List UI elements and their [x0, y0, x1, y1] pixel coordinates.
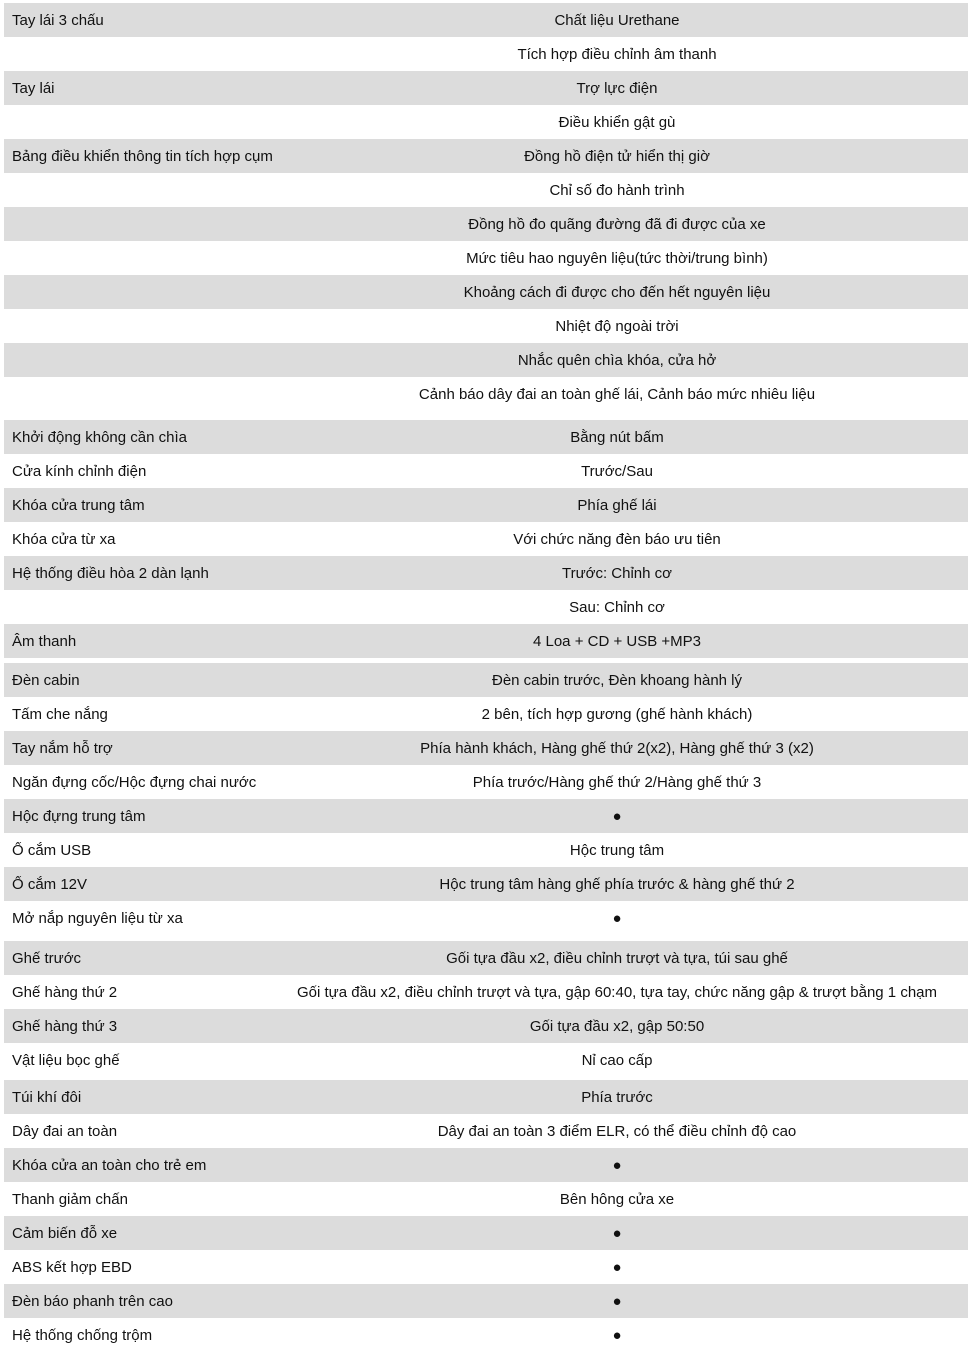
row-value: Gối tựa đầu x2, điều chỉnh trượt và tựa, gập 60:40, tựa tay, chức năng gập & trượt bằng 1 chạm — [297, 983, 937, 1001]
row-label: Hộc đựng trung tâm — [12, 807, 146, 825]
table-row — [4, 799, 968, 833]
row-value: Gối tựa đầu x2, gập 50:50 — [529, 1017, 705, 1035]
row-value: Đồng hồ đo quãng đường đã đi được của xe — [468, 215, 766, 233]
bullet-icon: ● — [612, 1292, 622, 1310]
row-value: Chất liệu Urethane — [554, 11, 680, 29]
row-label: Cửa kính chỉnh điện — [12, 462, 147, 480]
row-value: Nỉ cao cấp — [581, 1051, 653, 1069]
row-label: Khóa cửa trung tâm — [12, 496, 145, 514]
table-row — [4, 765, 968, 799]
bullet-icon: ● — [612, 1156, 622, 1174]
row-value: Hộc trung tâm hàng ghế phía trước & hàng ghế thứ 2 — [439, 875, 795, 893]
bullet-icon: ● — [612, 1224, 622, 1242]
bullet-icon: ● — [612, 909, 622, 927]
row-value: Bằng nút bấm — [570, 428, 664, 446]
row-label: Vật liệu bọc ghế — [12, 1051, 120, 1069]
bullet-icon: ● — [612, 807, 622, 825]
row-value: Đồng hồ điện tử hiển thị giờ — [524, 147, 710, 165]
table-row — [4, 1080, 968, 1114]
table-row — [4, 275, 968, 309]
table-row — [4, 3, 968, 37]
bullet-icon: ● — [612, 1258, 622, 1276]
row-value: 4 Loa + CD + USB +MP3 — [532, 632, 701, 650]
table-row — [4, 309, 968, 343]
row-value: Hộc trung tâm — [569, 841, 665, 859]
row-value: Phía trước — [581, 1088, 653, 1106]
row-label: Ổ cắm USB — [12, 841, 92, 859]
row-label: Tay nắm hỗ trợ — [12, 739, 113, 757]
row-label: Ngăn đựng cốc/Hộc đựng chai nước — [12, 773, 257, 791]
table-row — [4, 1284, 968, 1318]
row-value: Trước: Chỉnh cơ — [561, 564, 672, 582]
table-row — [4, 1009, 968, 1043]
table-row — [4, 731, 968, 765]
table-row — [4, 343, 968, 377]
row-value: Nhắc quên chìa khóa, cửa hở — [517, 351, 717, 369]
table-row — [4, 624, 968, 658]
row-label: Mở nắp nguyên liệu từ xa — [12, 909, 183, 927]
row-label: Hệ thống điều hòa 2 dàn lạnh — [12, 564, 209, 582]
row-value: 2 bên, tích hợp gương (ghế hành khách) — [481, 705, 753, 723]
row-label: Đèn cabin — [12, 671, 80, 689]
table-row — [4, 1043, 968, 1077]
row-label: Âm thanh — [12, 632, 77, 650]
row-label: ABS kết hợp EBD — [12, 1258, 132, 1276]
row-value: Bên hông cửa xe — [559, 1190, 675, 1208]
row-label: Khóa cửa an toàn cho trẻ em — [12, 1156, 207, 1174]
table-row — [4, 1250, 968, 1284]
row-label: Hệ thống chống trộm — [12, 1326, 153, 1344]
table-row — [4, 1148, 968, 1182]
row-value: Tích hợp điều chỉnh âm thanh — [517, 45, 717, 63]
table-row — [4, 697, 968, 731]
table-row — [4, 241, 968, 275]
table-row — [4, 105, 968, 139]
table-row — [4, 556, 968, 590]
table-row — [4, 663, 968, 697]
row-value: Điều khiển gật gù — [558, 113, 676, 131]
row-value: Dây đai an toàn 3 điểm ELR, có thể điều chỉnh độ cao — [437, 1122, 797, 1140]
row-value: Sau: Chỉnh cơ — [569, 598, 665, 616]
row-value: Trợ lực điện — [576, 79, 658, 97]
table-row — [4, 1216, 968, 1250]
table-row — [4, 1318, 968, 1352]
bullet-icon: ● — [612, 1326, 622, 1344]
row-value: Gối tựa đầu x2, điều chỉnh trượt và tựa, túi sau ghế — [446, 949, 788, 967]
row-value: Phía ghế lái — [577, 496, 657, 514]
table-row — [4, 37, 968, 71]
row-label: Bảng điều khiển thông tin tích hợp cụm — [12, 147, 273, 165]
row-label: Tấm che nắng — [12, 705, 108, 723]
table-row — [4, 522, 968, 556]
row-label: Ghế hàng thứ 3 — [12, 1017, 118, 1035]
table-row — [4, 941, 968, 975]
row-label: Đèn báo phanh trên cao — [12, 1292, 173, 1310]
row-value: Khoảng cách đi được cho đến hết nguyên liệu — [463, 283, 771, 301]
row-value: Mức tiêu hao nguyên liệu(tức thời/trung bình) — [466, 249, 768, 267]
row-label: Túi khí đôi — [12, 1088, 82, 1106]
row-label: Ghế trước — [12, 949, 82, 967]
table-row — [4, 71, 968, 105]
row-value: Nhiệt độ ngoài trời — [555, 317, 679, 335]
table-row — [4, 377, 968, 411]
row-value: Phía hành khách, Hàng ghế thứ 2(x2), Hàng ghế thứ 3 (x2) — [420, 739, 814, 757]
table-row — [4, 139, 968, 173]
table-row — [4, 207, 968, 241]
row-value: Đèn cabin trước, Đèn khoang hành lý — [491, 671, 743, 689]
row-label: Khóa cửa từ xa — [12, 530, 116, 548]
table-row — [4, 420, 968, 454]
table-row — [4, 901, 968, 935]
row-label: Tay lái — [12, 79, 55, 97]
row-label: Thanh giảm chấn — [12, 1190, 128, 1208]
table-row — [4, 488, 968, 522]
row-value: Chỉ số đo hành trình — [549, 181, 685, 199]
row-value: Với chức năng đèn báo ưu tiên — [513, 530, 721, 548]
table-row — [4, 975, 968, 1009]
table-row — [4, 867, 968, 901]
row-label: Ổ cắm 12V — [12, 875, 88, 893]
table-row — [4, 590, 968, 624]
row-label: Tay lái 3 chấu — [12, 11, 104, 29]
table-row — [4, 1114, 968, 1148]
row-label: Khởi động không cần chìa — [12, 428, 187, 446]
table-row — [4, 173, 968, 207]
row-label: Ghế hàng thứ 2 — [12, 983, 118, 1001]
row-value: Trước/Sau — [581, 462, 653, 480]
table-row — [4, 833, 968, 867]
table-row — [4, 1182, 968, 1216]
row-value: Cảnh báo dây đai an toàn ghế lái, Cảnh báo mức nhiêu liệu — [418, 385, 816, 403]
table-row — [4, 454, 968, 488]
row-value: Phía trước/Hàng ghế thứ 2/Hàng ghế thứ 3 — [472, 773, 762, 791]
row-label: Dây đai an toàn — [12, 1122, 118, 1140]
row-label: Cảm biến đỗ xe — [12, 1224, 118, 1242]
